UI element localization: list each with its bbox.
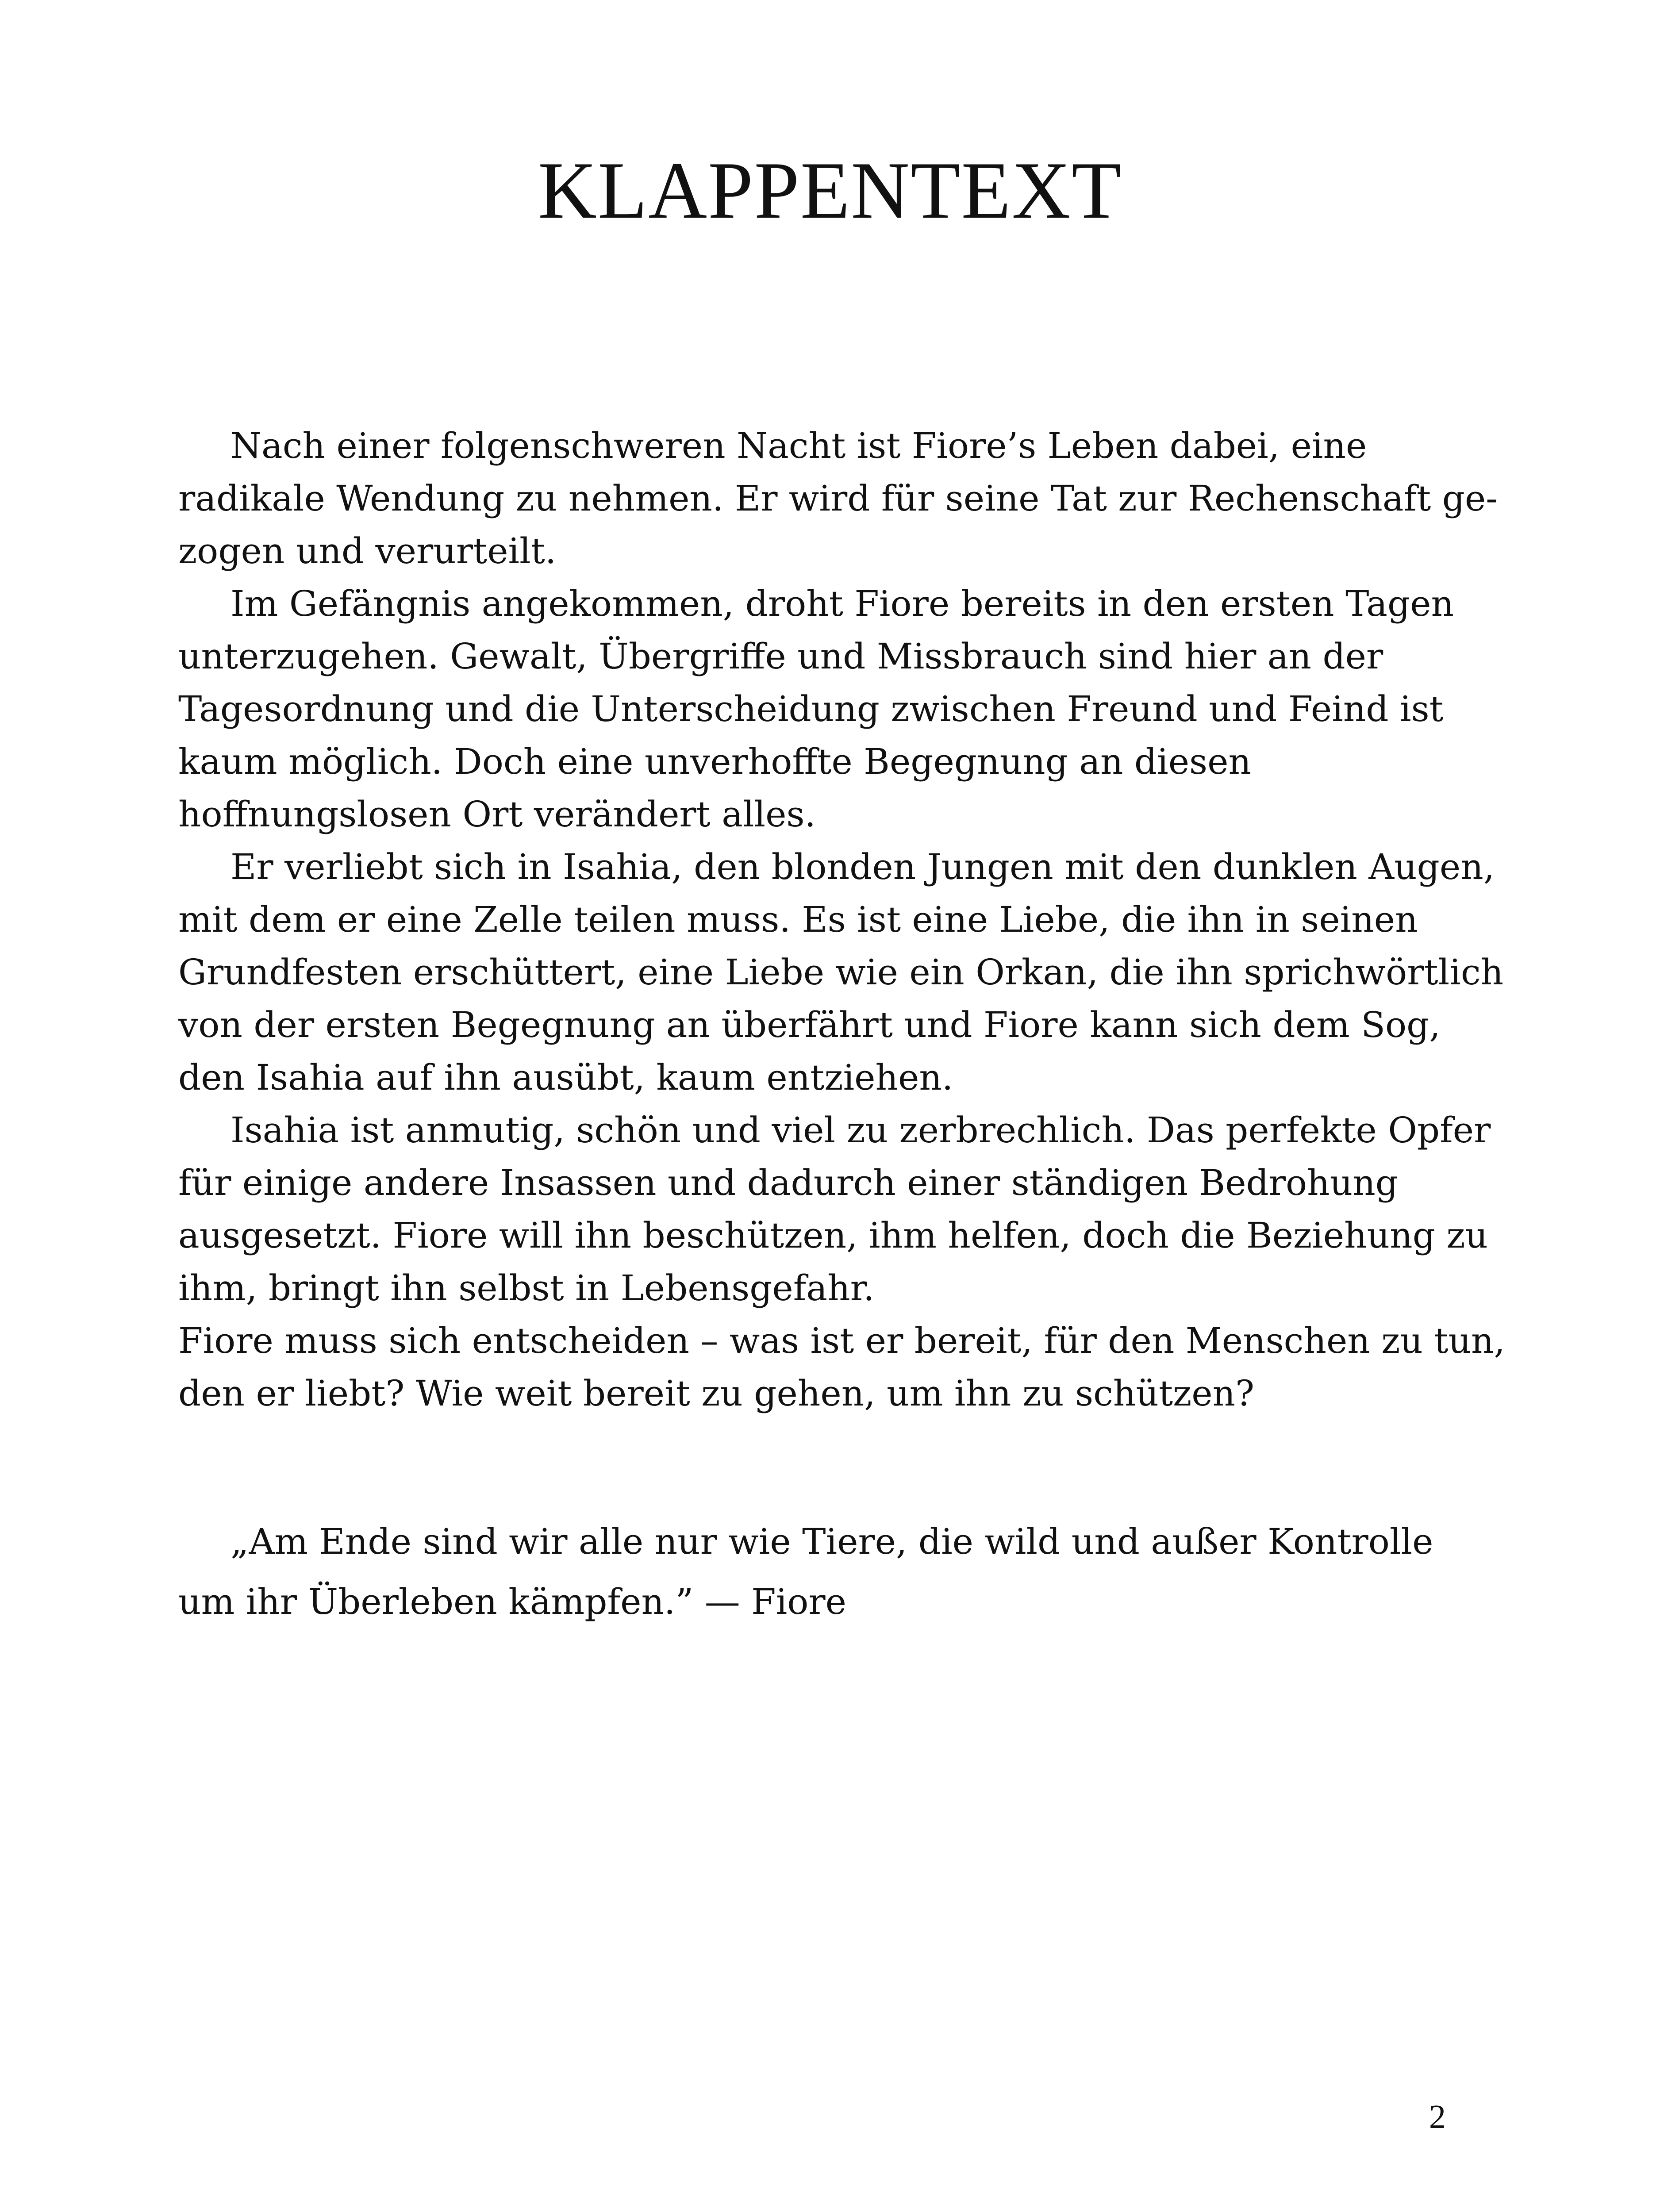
text-line: hoffnungslosen Ort verändert alles. — [178, 794, 816, 835]
text-line: Nach einer folgenschweren Nacht ist Fiore’s Leben dabei, eine — [231, 425, 1367, 466]
text-line: von der ersten Begegnung an überfährt und Fiore kann sich dem Sog, — [178, 1004, 1441, 1045]
text-line: Grundfesten erschüttert, eine Liebe wie ein Orkan, die ihn sprichwörtlich — [178, 952, 1504, 993]
page-number: 2 — [1429, 2098, 1446, 2135]
text-line: unterzugehen. Gewalt, Übergriffe und Missbrauch sind hier an der — [178, 636, 1383, 677]
text-line: den Isahia auf ihn ausübt, kaum entziehen. — [178, 1057, 953, 1098]
text-line: Isahia ist anmutig, schön und viel zu zerbrechlich. Das perfekte Opfer — [231, 1110, 1491, 1151]
text-line: ausgesetzt. Fiore will ihn beschützen, ihm helfen, doch die Beziehung zu — [178, 1215, 1488, 1256]
text-line: Tagesordnung und die Unterscheidung zwischen Freund und Feind ist — [178, 688, 1444, 730]
blurb-text — [178, 419, 1505, 1420]
text-line: für einige andere Insassen und dadurch einer ständigen Bedrohung — [178, 1162, 1398, 1203]
text-line: Im Gefängnis angekommen, droht Fiore bereits in den ersten Tagen — [231, 583, 1454, 624]
text-line: Er verliebt sich in Isahia, den blonden Jungen mit den dunklen Augen, — [231, 846, 1495, 887]
quote-line: um ihr Überleben kämpfen.” — Fiore — [178, 1581, 846, 1622]
text-line: kaum möglich. Doch eine unverhoffte Begegnung an diesen — [178, 741, 1251, 782]
text-line: Fiore muss sich entscheiden – was ist er bereit, für den Menschen zu tun, — [178, 1320, 1505, 1361]
text-line: radikale Wendung zu nehmen. Er wird für seine Tat zur Rechenschaft ge- — [178, 478, 1498, 519]
text-line: den er liebt? Wie weit bereit zu gehen, um ihn zu schützen? — [178, 1373, 1255, 1414]
text-line: ihm, bringt ihn selbst in Lebensgefahr. — [178, 1267, 875, 1309]
page-title: KLAPPENTEXT — [538, 145, 1122, 235]
text-line: mit dem er eine Zelle teilen muss. Es ist eine Liebe, die ihn in seinen — [178, 899, 1418, 940]
epigraph-quote — [178, 1512, 1461, 1632]
quote-line: „Am Ende sind wir alle nur wie Tiere, die wild und außer Kontrolle — [231, 1521, 1433, 1562]
text-line: zogen und verurteilt. — [178, 530, 557, 572]
